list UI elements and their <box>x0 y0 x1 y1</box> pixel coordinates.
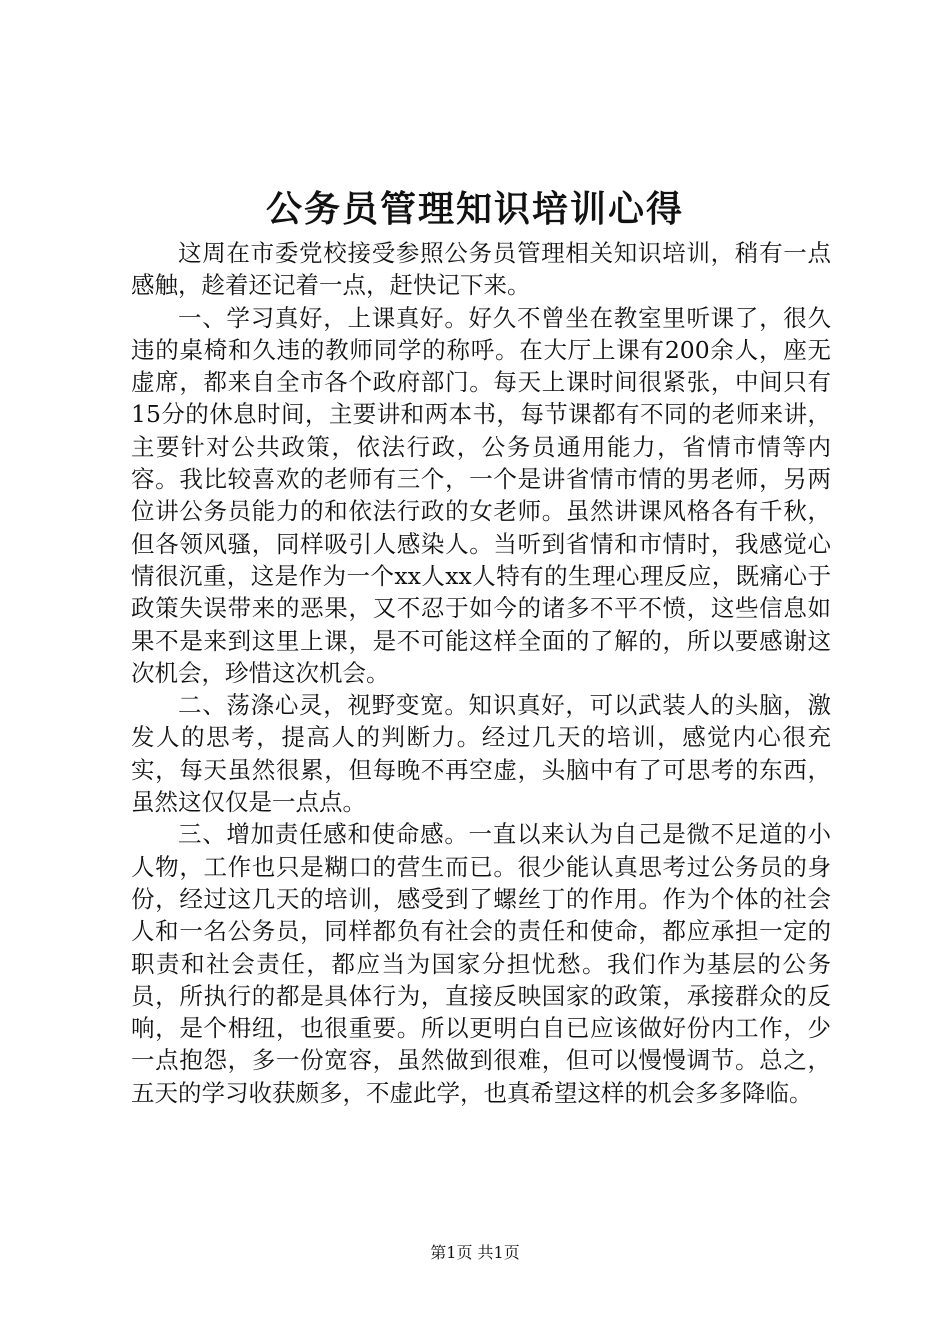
paragraph-intro: 这周在市委党校接受参照公务员管理相关知识培训，稍有一点感触，趁着还记着一点，赶快记下来。 <box>131 239 831 300</box>
paragraph-section-2: 二、荡涤心灵，视野变宽。知识真好，可以武装人的头脑，激发人的思考，提高人的判断力。经过几天的培训，感觉内心很充实，每天虽然很累，但每晚不再空虚，头脑中有了可思考的东西，虽然这仅仅是一点点。 <box>131 691 831 817</box>
document-title: 公务员管理知识培训心得 <box>265 188 684 230</box>
document-body <box>131 237 831 1109</box>
paragraph-section-3: 三、增加责任感和使命感。一直以来认为自己是微不足道的小人物，工作也只是糊口的营生而已。很少能认真思考过公务员的身份，经过这几天的培训，感受到了螺丝丁的作用。作为个体的社会人和一名公务员，同样都负有社会的责任和使命，都应承担一定的职责和社会责任，都应当为国家分担忧愁。我们作为基层的公务员，所执行的都是具体行为，直接反映国家的政策，承接群众的反响，是个枏纽，也很重要。所以更明白自已应该做好份内工作，少一点抱怨，多一份宽容，虽然做到很难，但可以慢慢调节。总之，五天的学习收获颇多，不虚此学，也真希望这样的机会多多降临。 <box>131 820 831 1107</box>
page-footer: 第1页 共1页 <box>430 1243 520 1262</box>
paragraph-section-1: 一、学习真好，上课真好。好久不曾坐在教室里听课了，很久违的桌椅和久违的教师同学的称呼。在大厅上课有200余人，座无虚席，都来自全市各个政府部门。每天上课时间很紧张，中间只有15分的休息时间，主要讲和两本书，每节课都有不同的老师来讲，主要针对公共政策，依法行政，公务员通用能力，省情市情等内容。我比较喜欢的老师有三个，一个是讲省情市情的男老师，另两位讲公务员能力的和依法行政的女老师。虽然讲课风格各有千秋，但各领风骚，同样吸引人感染人。当听到省情和市情时，我感觉心情很沉重，这是作为一个xx人xx人特有的生理心理反应，既痛心于政策失误带来的恶果，又不忍于如今的诸多不平不愤，这些信息如果不是来到这里上课，是不可能这样全面的了解的，所以要感谢这次机会，珍惜这次机会。 <box>131 303 831 687</box>
